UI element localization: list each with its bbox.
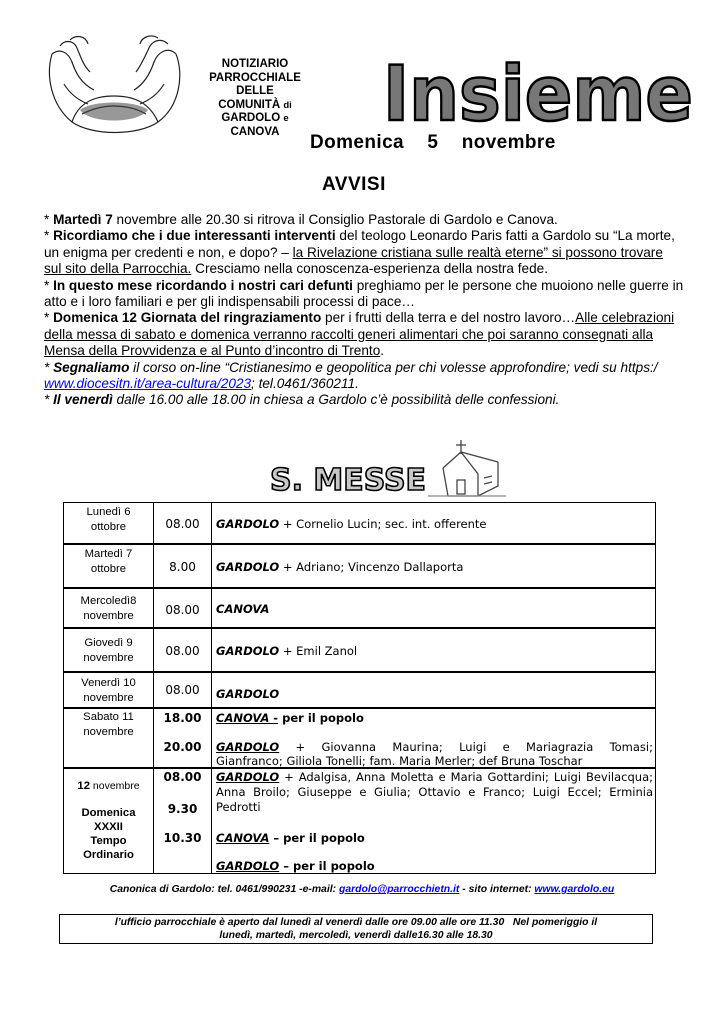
month-label: ottobre [90, 521, 127, 533]
time-cell: 08.00 [154, 589, 212, 627]
day-label: Giovedì 9 [84, 637, 133, 649]
intention-text: + Emil Zanol [279, 644, 358, 658]
notice-text: per i frutti della terra e del nostro lavoro… [321, 310, 576, 326]
notice-item [44, 278, 684, 311]
day-label: Mercoledì8 [80, 595, 137, 607]
notice-text: la Rivelazione cristiana sulle realtà eterne” si possono trovare sul sito della Parrocchia. [44, 244, 663, 277]
day-label: Martedì 7 [84, 548, 133, 560]
table-row [63, 768, 656, 874]
time-cell [154, 769, 212, 873]
intention-cell [212, 589, 655, 627]
notice-text: * [44, 359, 54, 375]
newsletter-subtitle [194, 58, 316, 139]
intention-line [216, 859, 653, 873]
month-label: novembre [83, 652, 134, 664]
church-name: CANOVA - [216, 711, 279, 725]
contact-text: Canonica di Gardolo: tel. 0461/990231 -e-mail: [109, 884, 339, 895]
chapel-icon [428, 440, 506, 496]
day-cell [64, 709, 154, 767]
intention-text: + Giovanna Maurina; Luigi e Mariagrazia Tomasi; Gianfranco; Giliola Tonelli; fam. Maria Merler; def Bruna Toschar [216, 740, 657, 768]
notices-list [44, 212, 684, 409]
church-name: CANOVA [216, 602, 270, 616]
intention-text: + Cornelio Lucin; sec. int. offerente [279, 517, 487, 531]
day-label: Venerdì 10 [81, 677, 136, 689]
church-name: GARDOLO [216, 644, 280, 658]
masthead-title: Insieme [383, 49, 693, 128]
time-cell: 08.00 [154, 673, 212, 707]
notice-item [44, 228, 684, 277]
intention-text: – per il popolo [279, 859, 375, 873]
day-cell [64, 673, 154, 707]
month-label: novembre [83, 610, 134, 622]
notice-text: * [44, 277, 54, 293]
office-hours-line: lunedì, martedì, mercoledì, venerdì dalle16.30 alle 18.30 [219, 929, 493, 941]
subtitle-line-2: PARROCCHIALE DELLE [209, 71, 301, 97]
office-hours-box [59, 914, 653, 944]
masthead-logo [378, 48, 698, 128]
day-cell [64, 503, 154, 543]
time-cell [154, 709, 212, 767]
notice-text: Domenica 12 Giornata del ringraziamento [53, 310, 322, 326]
website-link[interactable]: www.gardolo.eu [534, 884, 615, 895]
time-label: 10.30 [163, 831, 202, 845]
time-label: 20.00 [163, 740, 202, 754]
month-label: novembre [83, 726, 134, 738]
notice-item [44, 392, 684, 408]
table-row [63, 502, 656, 544]
intention-line [216, 831, 653, 845]
intention-line [216, 770, 653, 815]
contact-text: - sito internet: [459, 884, 535, 895]
notice-text: * [44, 392, 54, 408]
notice-text: Cresciamo nella conoscenza-esperienza della nostra fede. [191, 261, 549, 277]
church-name: GARDOLO [216, 560, 280, 574]
subtitle-line-4: CANOVA [230, 125, 280, 138]
church-name: GARDOLO [216, 517, 280, 531]
messe-header [268, 438, 508, 498]
time-cell: 08.00 [154, 629, 212, 671]
intention-line [216, 711, 653, 725]
table-row [63, 628, 656, 672]
notice-text: Martedì 7 [53, 212, 113, 227]
messe-title: S. MESSE [270, 463, 426, 498]
notice-item [44, 360, 684, 393]
table-row [63, 588, 656, 628]
church-name: GARDOLO [216, 859, 280, 873]
church-name: GARDOLO [216, 687, 280, 701]
church-name: CANOVA [216, 831, 270, 845]
notice-text: dalle 16.00 alle 18.00 in chiesa a Gardolo c’è possibilità delle confessioni. [112, 392, 560, 408]
notice-text: Segnaliamo [53, 359, 130, 375]
table-row [63, 672, 656, 708]
subtitle-line-1: NOTIZIARIO [221, 58, 289, 70]
intention-cell [212, 503, 655, 543]
liturgical-label: Domenica XXXII Tempo Ordinario [81, 807, 136, 861]
time-label: 18.00 [163, 711, 202, 725]
intention-text: + Adriano; Vincenzo Dallaporta [279, 560, 464, 574]
notice-text: Ricordiamo che i due interessanti interventi [53, 228, 336, 244]
diocese-link[interactable]: www.diocesitn.it/area-cultura/2023 [44, 376, 252, 392]
email-link[interactable]: gardolo@parrocchietn.it [338, 884, 460, 895]
intention-cell [212, 673, 655, 707]
notice-text: * [44, 310, 54, 326]
notice-item [44, 212, 684, 228]
notice-text: il corso on-line “Cristianesimo e geopolitica per chi volesse approfondire; vedi su https:/ [129, 359, 658, 375]
month-label: ottobre [90, 563, 127, 575]
office-hours-line: l’ufficio parrocchiale è aperto dal lunedì al venerdì dalle ore 09.00 alle ore 11.30 Nel pomeriggio il [114, 917, 598, 928]
notice-text: ; tel.0461/360211. [251, 376, 359, 392]
date-heading: Domenica 5 novembre [310, 132, 556, 153]
day-label: Lunedì 6 [86, 506, 131, 518]
contact-line [40, 884, 684, 895]
time-label: 9.30 [167, 802, 198, 816]
notice-item [44, 310, 684, 359]
time-cell: 08.00 [154, 503, 212, 543]
notice-text: del teologo Leonardo Paris fatti a Gardolo su “La morte, un enigma per credenti e non, e dopo? – [44, 228, 675, 260]
intention-cell [212, 769, 655, 873]
notice-text: In questo mese ricordando i nostri cari defunti [53, 277, 353, 293]
notice-text: novembre alle 20.30 si ritrova il Consiglio Pastorale di Gardolo e Canova. [112, 212, 558, 227]
intention-cell [212, 709, 655, 767]
day-cell [64, 545, 154, 587]
intention-text: – per il popolo [269, 831, 365, 845]
day-cell [64, 769, 154, 873]
church-name: GARDOLO [216, 740, 280, 754]
day-cell [64, 589, 154, 627]
church-name: GARDOLO [216, 770, 280, 784]
time-label: 08.00 [163, 770, 202, 784]
notice-text: * [44, 212, 54, 227]
table-row [63, 544, 656, 588]
intention-cell [212, 629, 655, 671]
intention-text: + Adalgisa, Anna Moletta e Maria Gottardini; Luigi Bevilacqua; Anna Broilo; Giuseppe e Giulia; Ottavio e Franco; Luigi Eccel; Erminia Pedrotti [216, 770, 653, 814]
notice-text: . [380, 343, 385, 359]
notice-text: preghiamo per le persone che muoiono nelle guerre in atto e i loro familiari e per gli indispensabili processi di pace… [44, 277, 684, 310]
hands-logo-icon [42, 34, 188, 144]
intention-cell [212, 545, 655, 587]
day-label: Sabato 11 [83, 711, 134, 723]
day-cell [64, 629, 154, 671]
month-label: novembre [83, 692, 134, 704]
notice-text: Il venerdì [53, 392, 113, 408]
time-cell: 8.00 [154, 545, 212, 587]
subtitle-line-3: COMUNITÀ di GARDOLO e [218, 98, 292, 124]
notice-text: Alle celebrazioni della messa di sabato e domenica verranno raccolti generi alimentari che poi saranno consegnati alla Mensa della Provvidenza e al Punto d’incontro di Trento [44, 310, 675, 359]
intention-text: per il popolo [278, 711, 364, 725]
section-title: AVVISI [322, 174, 386, 195]
notice-text: * [44, 228, 54, 244]
day-label: 12 novembre [77, 780, 140, 792]
table-row [63, 708, 656, 768]
intention-line [216, 740, 657, 768]
